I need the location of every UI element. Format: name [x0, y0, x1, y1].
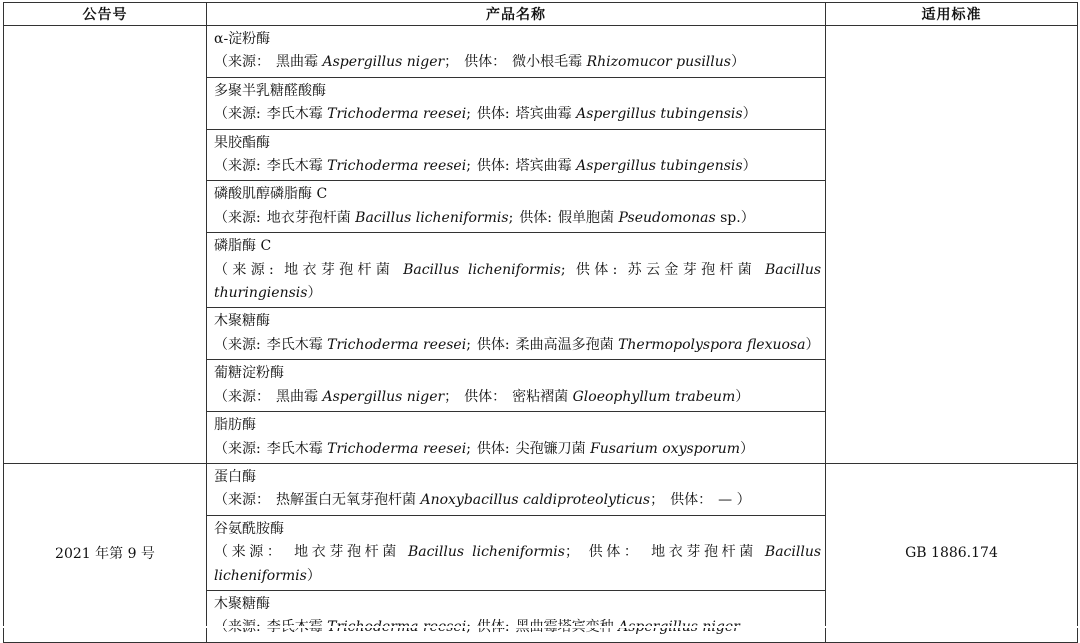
applicable-standard-cell: GB 1886.174	[826, 463, 1078, 642]
close-paren: ）	[740, 440, 755, 457]
close-paren: ）	[742, 106, 757, 123]
donor-organism-latin: Fusarium oxysporum	[590, 440, 741, 457]
donor-suffix: sp.	[715, 209, 741, 226]
donor-organism-cn: 密粘褶菌	[512, 388, 569, 405]
donor-organism-cn: 假单胞菌	[558, 209, 615, 226]
separator: ;	[466, 440, 471, 457]
product-cell	[207, 129, 826, 181]
source-organism-cn: 李氏木霉	[266, 158, 323, 175]
table-row	[4, 26, 1078, 78]
donor-label: 供体:	[476, 440, 510, 457]
source-label: （来源：	[214, 544, 285, 561]
product-cell	[207, 26, 826, 78]
header-product-name: 产品名称	[207, 3, 826, 26]
product-cell	[207, 233, 826, 308]
donor-organism-cn: 塔宾曲霉	[515, 106, 572, 123]
enzyme-name: 多聚半乳糖醛酸酶	[214, 82, 326, 99]
source-organism-cn: 热解蛋白无氧芽孢杆菌	[276, 492, 416, 509]
enzyme-name: 果胶酯酶	[214, 134, 270, 151]
donor-organism-latin: Aspergillus tubingensis	[576, 158, 743, 175]
source-label: （来源:	[214, 106, 261, 123]
donor-organism-cn: 柔曲高温多孢菌	[515, 336, 614, 353]
source-organism-cn: 地衣芽孢杆菌	[279, 261, 395, 278]
separator: ;	[466, 336, 471, 353]
close-paren: ）	[735, 388, 750, 405]
source-label: （来源:	[214, 336, 261, 353]
source-organism-latin: Trichoderma reesei	[327, 440, 467, 457]
enzyme-standards-table	[3, 2, 1078, 643]
close-paren: ）	[730, 54, 745, 71]
product-cell	[207, 360, 826, 412]
donor-label: 供体：	[584, 544, 642, 561]
separator: ;	[508, 209, 514, 226]
source-organism-cn: 黑曲霉	[276, 54, 318, 71]
table-row	[4, 463, 1078, 515]
product-cell	[207, 412, 826, 464]
notice-cell-empty	[4, 26, 207, 464]
source-organism-cn: 黑曲霉	[276, 388, 318, 405]
enzyme-name: 磷脂酶 C	[214, 238, 272, 255]
donor-label: 供体:	[519, 209, 553, 226]
enzyme-name: 磷酸肌醇磷脂酶 C	[214, 186, 328, 203]
donor-label: 供体:	[476, 158, 510, 175]
source-organism-cn: 李氏木霉	[266, 106, 323, 123]
donor-organism-cn: 尖孢镰刀菌	[515, 440, 586, 457]
donor-organism-latin: Bacillus licheniformis	[214, 544, 822, 584]
donor-organism-cn: —	[718, 492, 733, 509]
header-applicable-standard: 适用标准	[826, 3, 1078, 26]
source-organism-latin: Aspergillus niger	[322, 388, 445, 405]
close-paren: ）	[805, 336, 820, 353]
donor-organism-latin: Bacillus thuringiensis	[214, 261, 822, 302]
source-label: （来源：	[214, 54, 270, 71]
separator: ；	[444, 54, 459, 71]
product-cell	[207, 181, 826, 233]
close-paren: ）	[740, 209, 755, 226]
donor-organism-cn: 塔宾曲霉	[515, 158, 572, 175]
donor-organism-latin: Rhizomucor pusillus	[586, 54, 731, 71]
source-label: （来源：	[214, 388, 270, 405]
product-cell	[207, 515, 826, 590]
header-row	[4, 3, 1078, 26]
enzyme-name: α-淀粉酶	[214, 31, 271, 47]
source-organism-latin: Anoxybacillus caldiproteolyticus	[420, 492, 651, 509]
donor-organism-cn: 苏云金芽孢杆菌	[623, 261, 757, 278]
source-organism-cn: 地衣芽孢杆菌	[290, 544, 400, 561]
source-label: （来源:	[214, 209, 261, 226]
enzyme-name: 木聚糖酶	[214, 313, 270, 330]
standard-cell-empty	[826, 26, 1078, 464]
donor-organism-latin: Aspergillus tubingensis	[576, 106, 743, 123]
enzyme-name: 木聚糖酶	[214, 595, 270, 612]
table-body	[4, 26, 1078, 643]
donor-label: 供体：	[464, 54, 507, 71]
product-cell	[207, 463, 826, 515]
separator: ；	[650, 492, 665, 509]
source-organism-cn: 李氏木霉	[266, 440, 323, 457]
source-label: （来源：	[214, 492, 270, 509]
enzyme-name: 葡糖淀粉酶	[214, 365, 284, 382]
source-label: （来源:	[214, 158, 261, 175]
source-organism-cn: 李氏木霉	[266, 336, 323, 353]
donor-organism-cn: 地衣芽孢杆菌	[647, 544, 757, 561]
source-organism-latin: Bacillus licheniformis	[355, 209, 509, 226]
donor-organism-latin: Pseudomonas	[618, 209, 716, 226]
close-paren: ）	[742, 158, 757, 175]
separator: ；	[444, 388, 459, 405]
donor-label: 供体：	[670, 492, 713, 509]
donor-label: 供体：	[464, 388, 507, 405]
product-cell	[207, 590, 826, 642]
enzyme-name: 蛋白酶	[214, 468, 256, 485]
enzyme-name: 脂肪酶	[214, 417, 256, 434]
donor-label: 供体:	[476, 106, 510, 123]
enzyme-name: 谷氨酰胺酶	[214, 520, 284, 537]
separator: ;	[466, 106, 471, 123]
donor-label: 供体:	[571, 261, 618, 278]
header-notice-number: 公告号	[4, 3, 207, 26]
donor-organism-cn: 微小根毛霉	[512, 54, 583, 71]
donor-label: 供体:	[476, 336, 510, 353]
product-cell	[207, 77, 826, 129]
source-organism-latin: Trichoderma reesei	[327, 106, 467, 123]
separator: ;	[560, 261, 566, 278]
separator: ;	[466, 158, 471, 175]
source-organism-latin: Aspergillus niger	[322, 54, 445, 71]
source-label: （来源:	[214, 261, 274, 278]
notice-number-cell: 2021 年第 9 号	[4, 463, 207, 642]
source-organism-cn: 地衣芽孢杆菌	[266, 209, 351, 226]
close-paren: ）	[307, 285, 322, 302]
source-label: （来源:	[214, 440, 261, 457]
close-paren: ）	[306, 567, 321, 584]
close-paren: ）	[736, 492, 751, 509]
separator: ；	[564, 544, 579, 561]
source-organism-latin: Trichoderma reesei	[327, 336, 467, 353]
donor-organism-latin: Gloeophyllum trabeum	[572, 388, 736, 405]
source-organism-latin: Trichoderma reesei	[327, 158, 467, 175]
source-organism-latin: Bacillus licheniformis	[407, 544, 565, 561]
product-cell	[207, 308, 826, 360]
source-organism-latin: Bacillus licheniformis	[403, 261, 561, 278]
donor-organism-latin: Thermopolyspora flexuosa	[618, 336, 806, 353]
